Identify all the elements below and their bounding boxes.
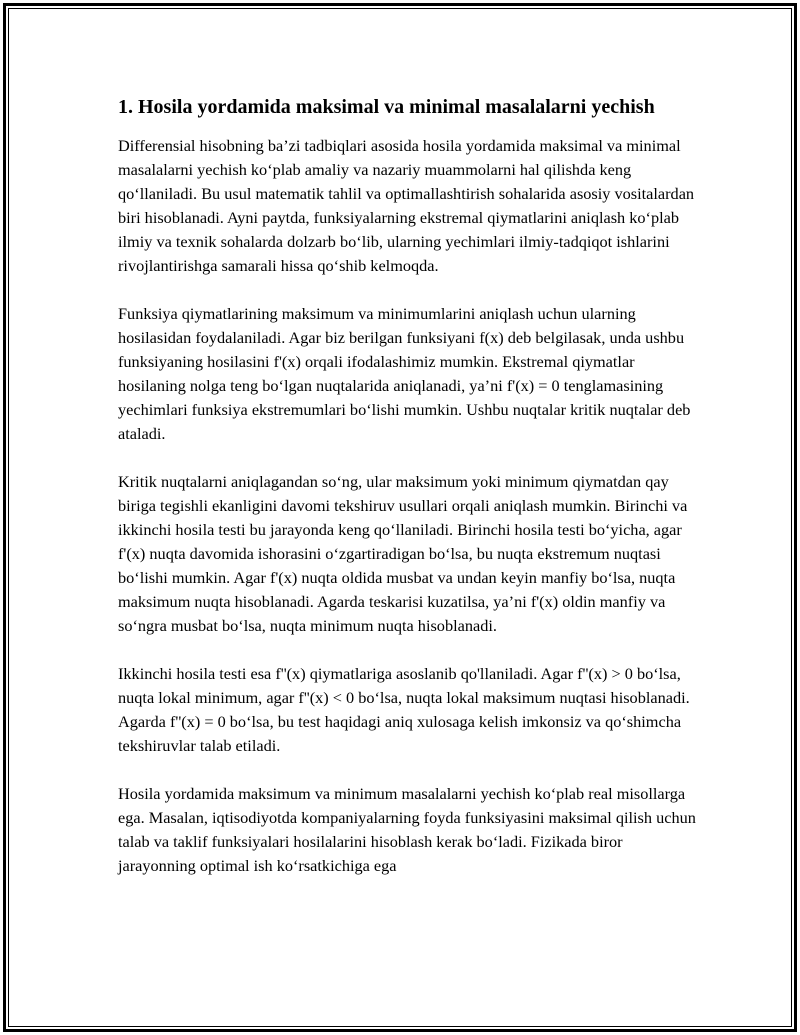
document-body xyxy=(118,90,696,878)
paragraph-applications: Hosila yordamida maksimum va minimum masalalarni yechish ko‘plab real misollarga ega. Masalan, iqtisodiyotda kompaniyalarning foyda funksiyasini maksimal qilish uchun talab va taklif funksiyalari hosilalarini hisoblash kerak bo‘ladi. Fizikada biror jarayonning optimal ish ko‘rsatkichiga ega xyxy=(118,784,696,875)
paragraph-second-derivative-test: Ikkinchi hosila testi esa f''(x) qiymatlariga asoslanib qo'llaniladi. Agar f''(x) > 0 bo‘lsa, nuqta lokal minimum, agar f''(x) < 0 bo‘lsa, nuqta lokal maksimum nuqtasi hisoblanadi. Agarda f''(x) = 0 bo‘lsa, bu test haqidagi aniq xulosaga kelish imkonsiz va qo‘shimcha tekshiruvlar talab etiladi. xyxy=(118,664,690,755)
paragraph-first-derivative-test: Kritik nuqtalarni aniqlagandan so‘ng, ular maksimum yoki minimum qiymatdan qay biriga tegishli ekanligini davomi tekshiruv usullari orqali aniqlash mumkin. Birinchi va ikkinchi hosila testi bu jarayonda keng qo‘llaniladi. Birinchi hosila testi bo‘yicha, agar f'(x) nuqta davomida ishorasini o‘zgartiradigan bo‘lsa, bu nuqta ekstremum nuqtasi bo‘lishi mumkin. Agar f'(x) nuqta oldida musbat va undan keyin manfiy bo‘lsa, nuqta maksimum nuqta hisoblanadi. Agarda teskarisi kuzatilsa, ya’ni f'(x) oldin manfiy va so‘ngra musbat bo‘lsa, nuqta minimum nuqta hisoblanadi. xyxy=(118,472,688,635)
paragraph-intro: Differensial hisobning ba’zi tadbiqlari asosida hosila yordamida maksimal va minimal masalalarni yechish ko‘plab amaliy va nazariy muammolarni hal qilishda keng qo‘llaniladi. Bu usul matematik tahlil va optimallashtirish sohalarida asosiy vositalardan biri hisoblanadi. Ayni paytda, funksiyalarning ekstremal qiymatlarini aniqlash ko‘plab ilmiy va texnik sohalarda dolzarb bo‘lib, ularning yechimlari ilmiy-tadqiqot ishlarini rivojlantirishga samarali hissa qo‘shib kelmoqda. xyxy=(118,136,695,275)
section-heading: 1. Hosila yordamida maksimal va minimal masalalarni yechish xyxy=(118,96,655,118)
paragraph-critical-points: Funksiya qiymatlarining maksimum va minimumlarini aniqlash uchun ularning hosilasidan foydalaniladi. Agar biz berilgan funksiyani f(x) deb belgilasak, unda ushbu funksiyaning hosilasini f'(x) orqali ifodalashimiz mumkin. Ekstremal qiymatlar hosilaning nolga teng bo‘lgan nuqtalarida aniqlanadi, ya’ni f'(x) = 0 tenglamasining yechimlari funksiya ekstremumlari bo‘lishi mumkin. Ushbu nuqtalar kritik nuqtalar deb ataladi. xyxy=(118,304,691,443)
